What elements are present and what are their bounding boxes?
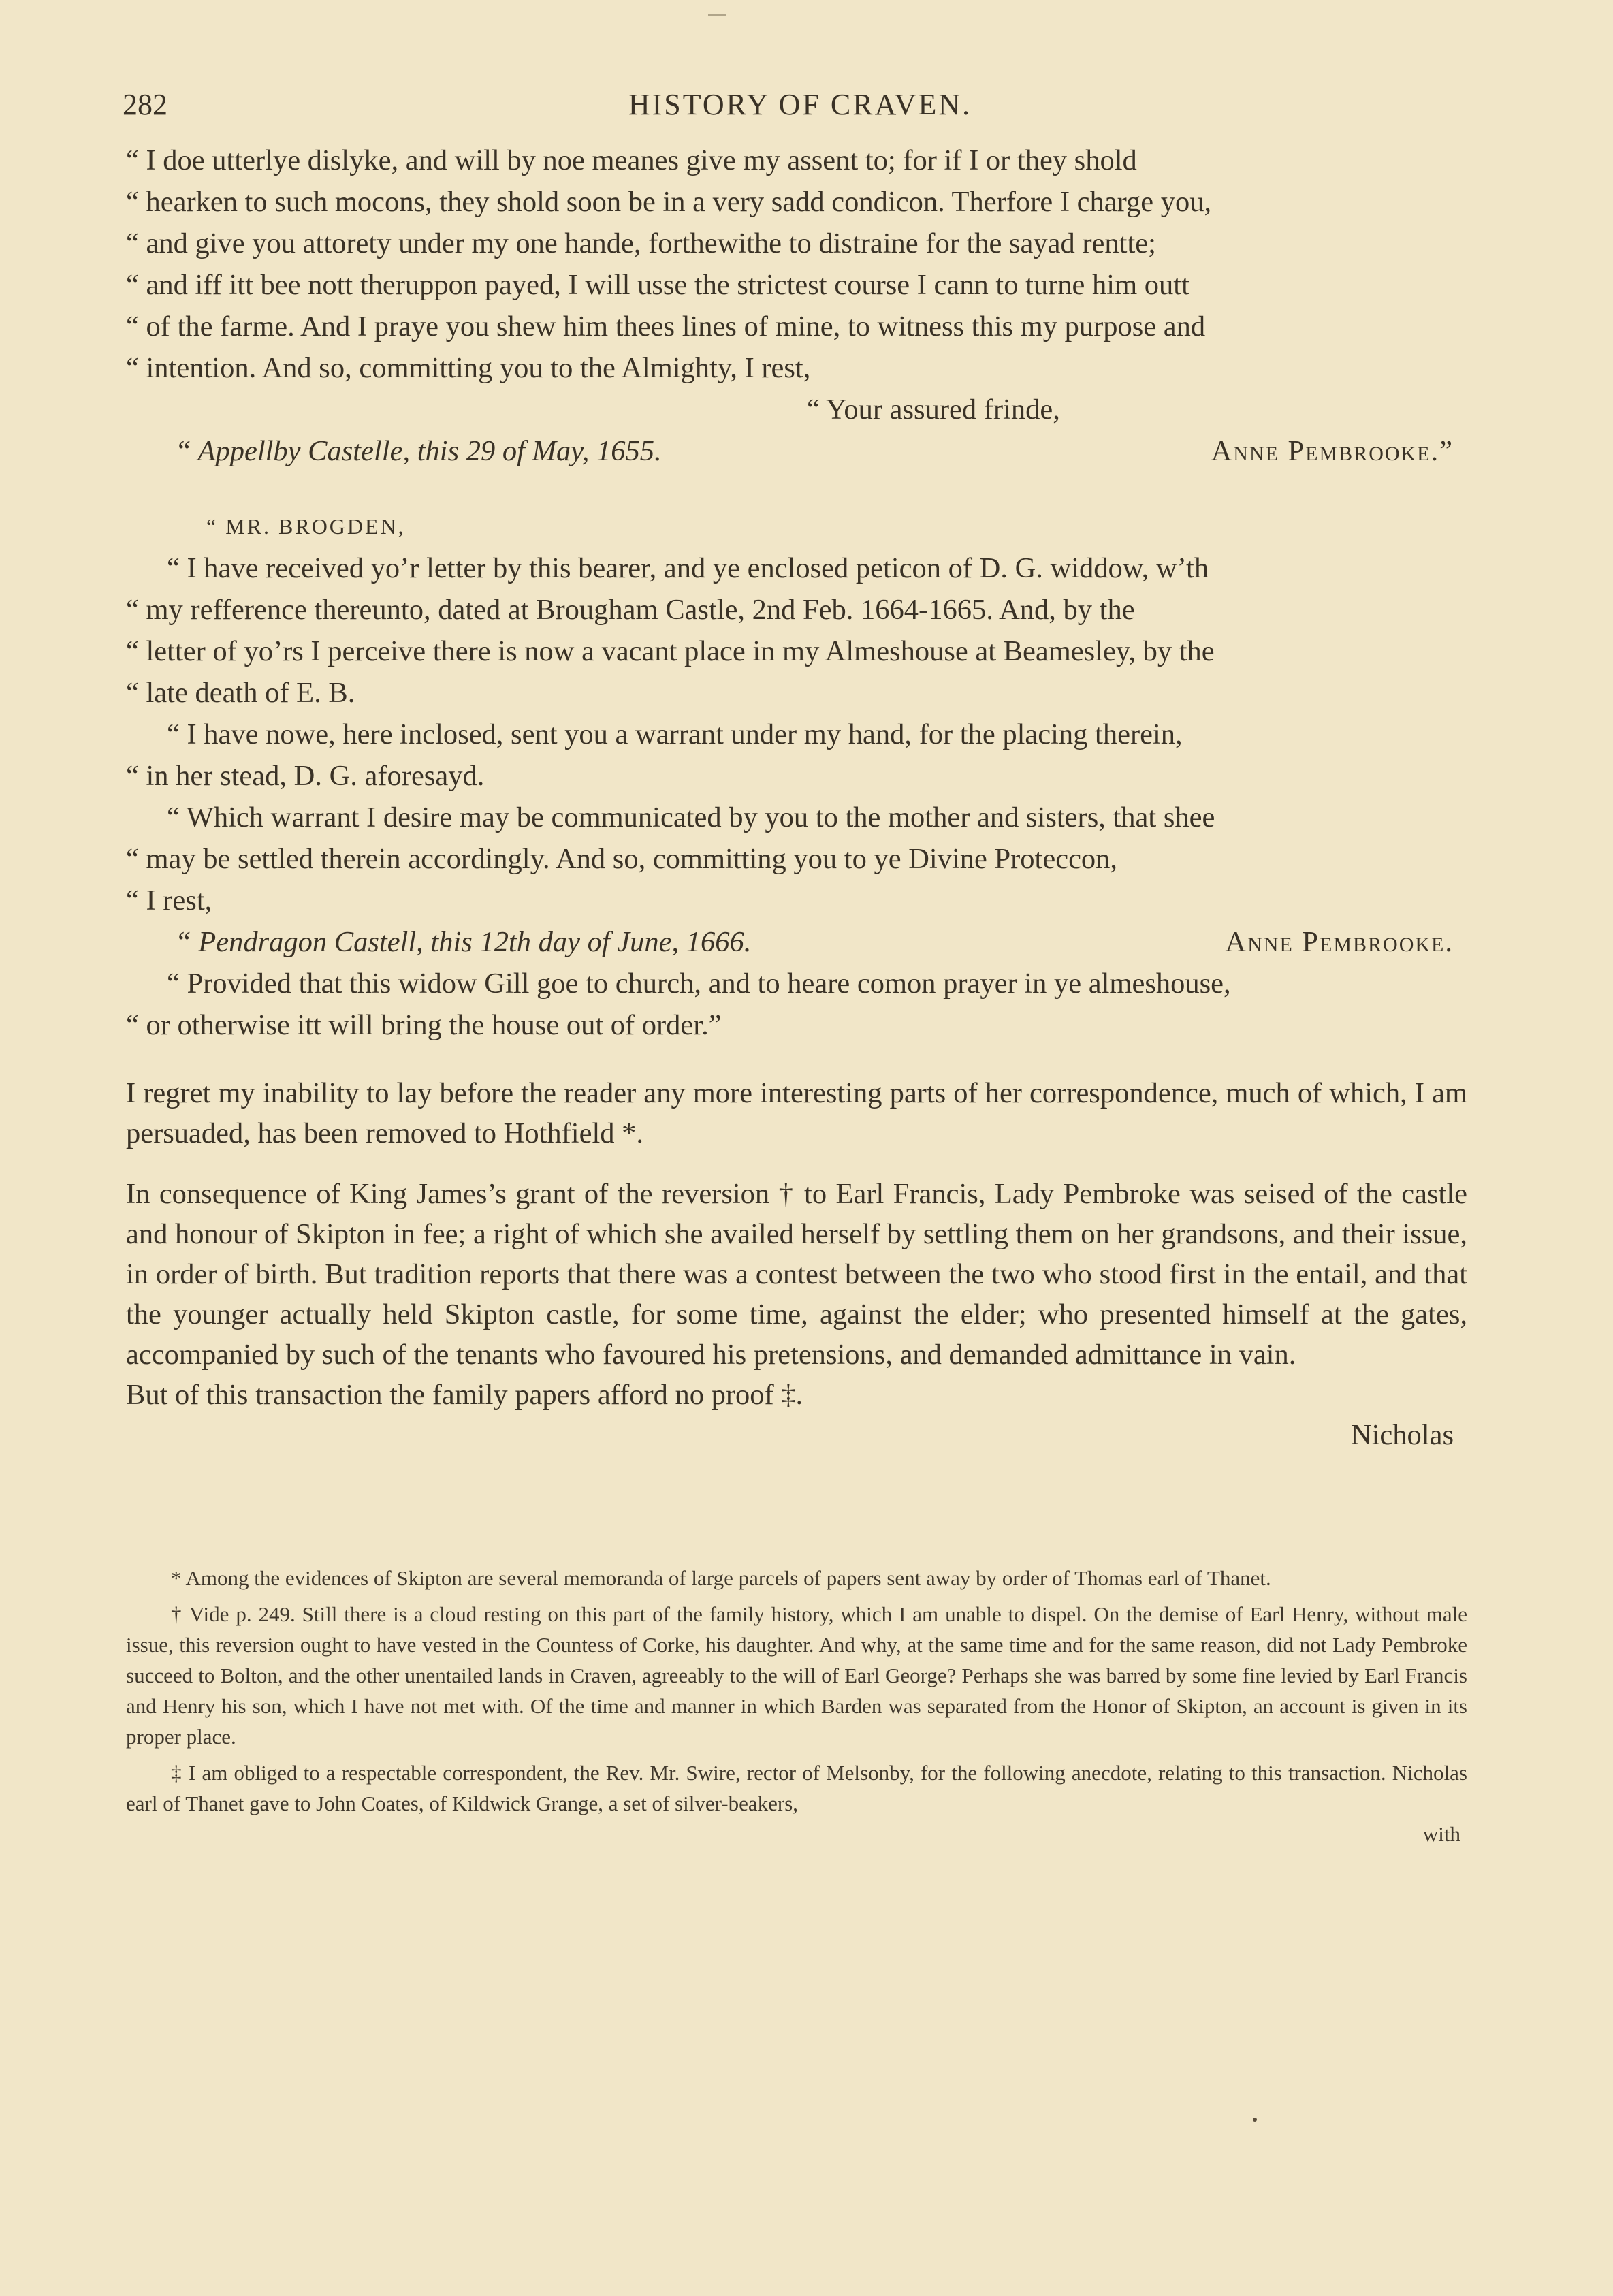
letter-signature: Anne Pembrooke.” — [1211, 435, 1454, 467]
footnote: † Vide p. 249. Still there is a cloud resting on this part of the family history, which I am unable to dispel. On the demise of Earl Henry, without male issue, this reversion ought to have vested in the Countess of Corke, his daughter. And why, at the same time and for the same reason, did not Lady Pembroke succeed to Bolton, and the other unentailed lands in Craven, agreeably to the will of Earl George? Perhaps she was barred by some fine levied by Earl Francis and Henry his son, which I have not met with. Of the time and manner in which Barden was separated from the Honor of Skipton, an account is given in its proper place. — [126, 1602, 1467, 1749]
letter-place-date: “ Appellby Castelle, this 29 of May, 1655. — [175, 435, 662, 467]
letter-line: “ my refference thereunto, dated at Brougham Castle, 2nd Feb. 1664-1665. And, by the — [126, 594, 1135, 626]
running-title: HISTORY OF CRAVEN. — [628, 88, 972, 121]
letter-line: “ in her stead, D. G. aforesayd. — [126, 760, 485, 792]
paragraph: In consequence of King James’s grant of the reversion † to Earl Francis, Lady Pembroke was seised of the castle and honour of Skipton in fee; a right of which she availed herself by settling them on her grandsons, and their issue, in order of birth. But tradition reports that there was a contest between the two who stood first in the entail, and that the younger actually held Skipton castle, for some time, against the elder; who presented himself at the gates, accompanied by such of the tenants who favoured his pretensions, and demanded admittance in vain. — [126, 1178, 1467, 1371]
postscript-line: “ or otherwise itt will bring the house out of order.” — [126, 1009, 722, 1041]
main-text — [126, 140, 1467, 1455]
page-header — [123, 87, 1478, 128]
letter-line: “ may be settled therein accordingly. And so, committing you to ye Divine Proteccon, — [126, 843, 1118, 875]
letter-line: “ of the farme. And I praye you shew him thees lines of mine, to witness this my purpose and — [126, 310, 1206, 342]
letter-line: “ late death of E. B. — [126, 677, 355, 709]
catchword: Nicholas — [1350, 1419, 1454, 1451]
paragraph: But of this transaction the family papers afford no proof ‡. — [126, 1379, 803, 1411]
ink-speck — [1253, 2118, 1257, 2122]
letter-place-date: “ Pendragon Castell, this 12th day of June, 1666. — [175, 926, 752, 958]
letter-line: “ letter of yo’rs I perceive there is now a vacant place in my Almeshouse at Beamesley, by the — [126, 635, 1215, 667]
letter-signoff — [126, 430, 1467, 472]
footnote-catchword: with — [1422, 1822, 1460, 1846]
footnote: * Among the evidences of Skipton are several memoranda of large parcels of papers sent away by order of Thomas earl of Thanet. — [171, 1566, 1271, 1590]
letter-two — [126, 506, 1467, 1046]
letter-signature: Anne Pembrooke. — [1225, 926, 1454, 958]
letter-signoff — [126, 921, 1467, 963]
postscript-line: “ Provided that this widow Gill goe to church, and to heare comon prayer in ye almeshouse, — [167, 968, 1231, 1000]
letter-line: “ I doe utterlye dislyke, and will by noe meanes give my assent to; for if I or they shold — [126, 144, 1137, 176]
letter-one — [126, 140, 1467, 472]
paragraph: I regret my inability to lay before the reader any more interesting parts of her correspondence, much of which, I am persuaded, has been removed to Hothfield *. — [126, 1077, 1467, 1149]
letter-closing: “ Your assured frinde, — [807, 394, 1060, 426]
letter-line: “ and give you attorety under my one hande, forthewithe to distraine for the sayad rentte; — [126, 227, 1156, 259]
footnotes — [126, 1563, 1467, 1849]
footnote: ‡ I am obliged to a respectable correspondent, the Rev. Mr. Swire, rector of Melsonby, for the following anecdote, relating to this transaction. Nicholas earl of Thanet gave to John Coates, of Kildwick Grange, a set of silver-beakers, — [126, 1761, 1467, 1815]
letter-salutation: “ MR. BROGDEN, — [206, 514, 406, 539]
letter-line: “ I rest, — [126, 884, 212, 916]
letter-line: “ and iff itt bee nott theruppon payed, I will usse the strictest course I cann to turne him outt — [126, 269, 1189, 301]
page-edge-mark — [708, 14, 726, 16]
letter-line: “ Which warrant I desire may be communicated by you to the mother and sisters, that shee — [167, 801, 1215, 833]
page-number: 282 — [123, 88, 167, 121]
letter-line: “ I have nowe, here inclosed, sent you a warrant under my hand, for the placing therein, — [167, 718, 1183, 750]
letter-line: “ intention. And so, committing you to the Almighty, I rest, — [126, 352, 811, 384]
letter-line: “ I have received yo’r letter by this bearer, and ye enclosed peticon of D. G. widdow, w’th — [167, 552, 1209, 584]
narrative — [126, 1073, 1467, 1455]
letter-line: “ hearken to such mocons, they shold soon be in a very sadd condicon. Therfore I charge you, — [126, 186, 1212, 218]
